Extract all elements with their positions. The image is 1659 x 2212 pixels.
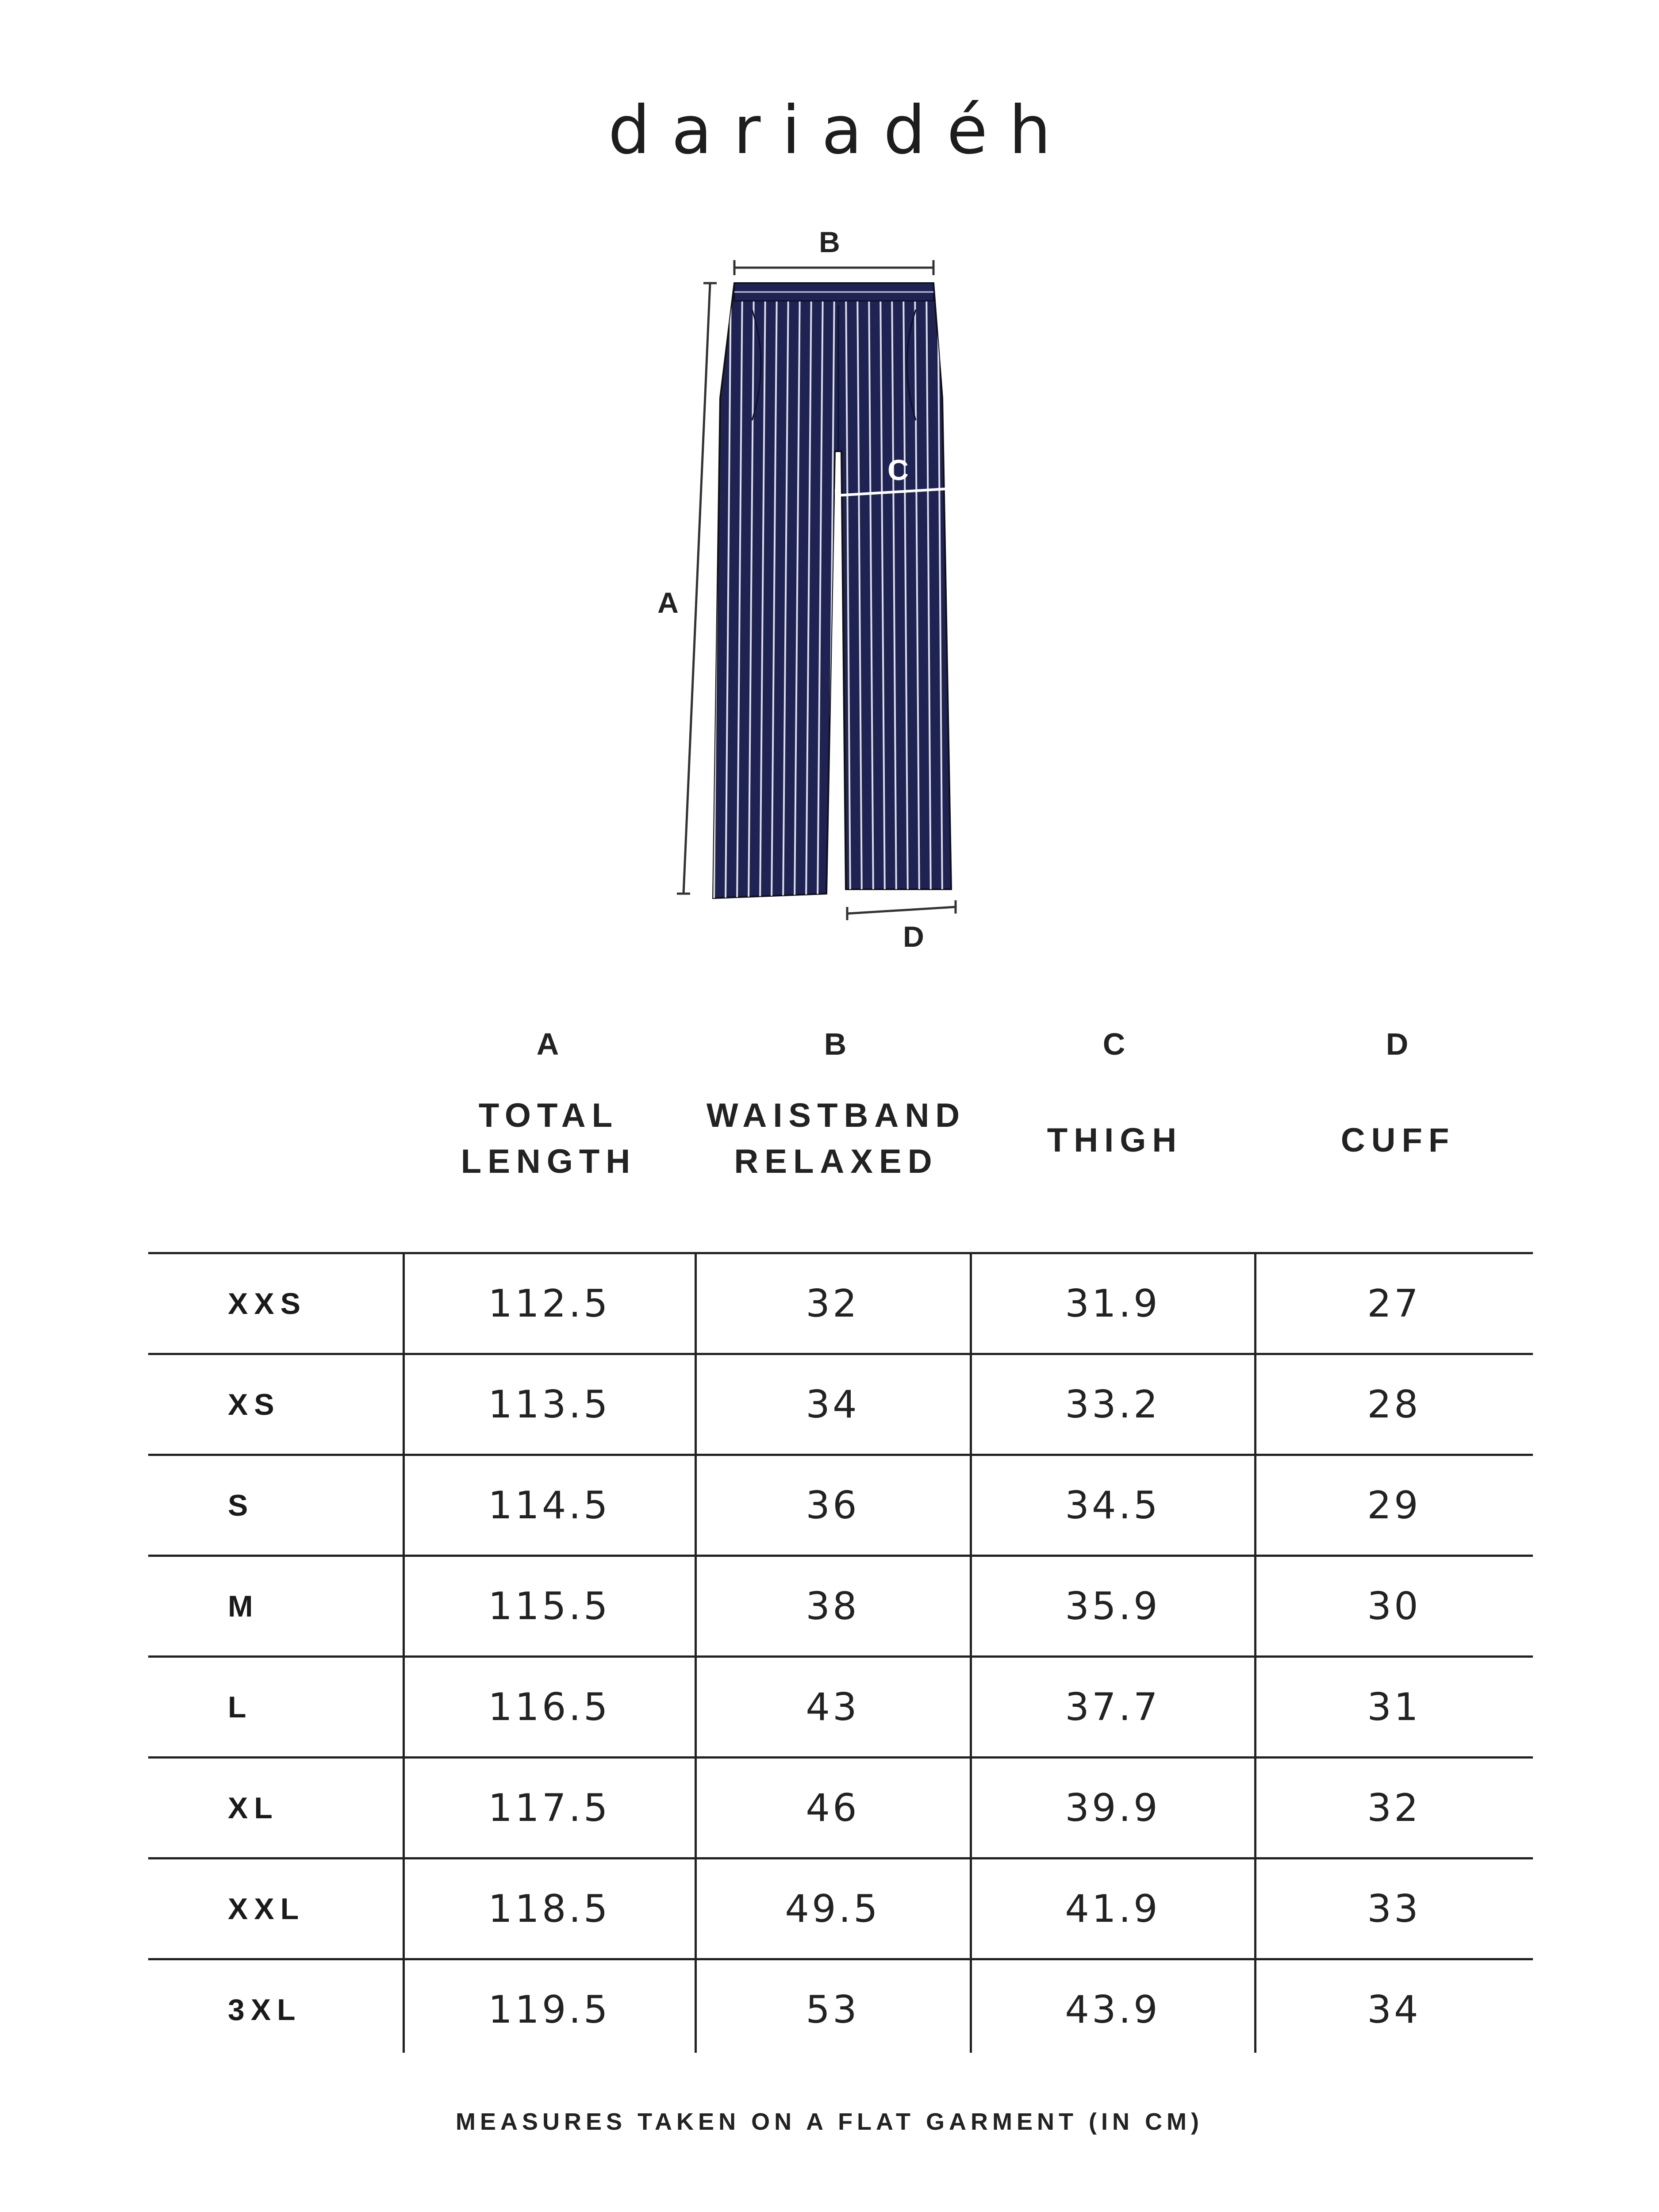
measurement-cell: 31.9: [1065, 1281, 1160, 1326]
column-letter-a: A: [536, 1027, 561, 1061]
trouser-illustration: [703, 283, 954, 902]
measurement-cell: 119.5: [488, 1987, 611, 2032]
size-label: M: [228, 1589, 259, 1623]
size-label: XXL: [228, 1892, 305, 1926]
measurement-cell: 114.5: [488, 1483, 611, 1528]
measure-a: [657, 283, 717, 894]
measurement-cell: 34: [1367, 1987, 1421, 2032]
measurement-cell: 116.5: [488, 1685, 611, 1729]
size-label: 3XL: [228, 1993, 302, 2027]
measurement-cell: 117.5: [488, 1786, 611, 1830]
measurement-cell: 43.9: [1065, 1987, 1160, 2032]
measure-b-label: B: [819, 226, 840, 258]
column-divider: [1254, 1252, 1256, 2053]
measurement-cell: 43: [806, 1685, 860, 1729]
measurement-cell: 28: [1367, 1382, 1421, 1427]
column-letter-b: B: [824, 1027, 849, 1061]
table-row: [148, 1353, 1533, 1454]
footer-note: MEASURES TAKEN ON A FLAT GARMENT (IN CM): [456, 2108, 1203, 2135]
measurement-cell: 32: [806, 1281, 860, 1326]
column-divider: [403, 1252, 405, 2053]
measurement-cell: 32: [1367, 1786, 1421, 1830]
table-row: [148, 1756, 1533, 1857]
measurement-cell: 36: [806, 1483, 860, 1528]
measure-d-label: D: [903, 920, 924, 953]
column-header-b: [703, 1026, 969, 1186]
column-name-c: THIGH: [1047, 1121, 1183, 1159]
measurement-cell: 49.5: [785, 1886, 880, 1931]
size-label: XS: [228, 1387, 280, 1421]
table-row: [148, 1655, 1533, 1756]
column-divider: [695, 1252, 697, 2053]
trouser-diagram: [0, 0, 1659, 973]
size-label: XXS: [228, 1286, 307, 1321]
column-name-b-line1: WAISTBAND: [706, 1097, 966, 1134]
measure-a-label: A: [657, 586, 679, 619]
measurement-cell: 33.2: [1065, 1382, 1160, 1427]
column-header-d: [1292, 1026, 1504, 1186]
measurement-cell: 39.9: [1065, 1786, 1160, 1830]
table-row: [148, 1555, 1533, 1655]
column-name-d: CUFF: [1340, 1121, 1455, 1159]
measurement-cell: 112.5: [488, 1281, 611, 1326]
brand-logo: dariadéh: [608, 92, 1072, 169]
measurement-cell: 38: [806, 1584, 860, 1628]
measurement-cell: 118.5: [488, 1886, 611, 1931]
measurement-cell: 113.5: [488, 1382, 611, 1427]
table-row: [148, 1454, 1533, 1555]
column-letter-d: D: [1386, 1027, 1410, 1061]
measurement-cell: 33: [1367, 1886, 1421, 1931]
size-label: XL: [228, 1791, 279, 1825]
measure-d: [847, 900, 956, 953]
measurement-cell: 31: [1367, 1685, 1421, 1729]
measurement-cell: 37.7: [1065, 1685, 1160, 1729]
size-table: [148, 1252, 1533, 2053]
measurement-cell: 115.5: [488, 1584, 611, 1628]
measurement-cell: 29: [1367, 1483, 1421, 1528]
table-row: [148, 1958, 1533, 2059]
table-row: [148, 1857, 1533, 1958]
measurement-cell: 35.9: [1065, 1584, 1160, 1628]
measurement-cell: 46: [806, 1786, 860, 1830]
measurement-cell: 41.9: [1065, 1886, 1160, 1931]
column-letter-c: C: [1102, 1027, 1127, 1061]
size-label: S: [228, 1488, 254, 1522]
column-name-a-line1: TOTAL: [478, 1097, 619, 1134]
measurement-cell: 34.5: [1065, 1483, 1160, 1528]
column-header-c: [1009, 1026, 1221, 1186]
measure-c-label: C: [887, 453, 909, 486]
size-label: L: [228, 1690, 253, 1724]
column-name-b-line2: RELAXED: [734, 1143, 938, 1180]
measurement-cell: 34: [806, 1382, 860, 1427]
table-row: [148, 1252, 1533, 1353]
measurement-cell: 53: [806, 1987, 860, 2032]
column-name-a-line2: LENGTH: [461, 1143, 637, 1180]
column-divider: [970, 1252, 972, 2053]
measurement-cell: 30: [1367, 1584, 1421, 1628]
measurement-cell: 27: [1367, 1281, 1421, 1326]
column-header-a: [442, 1026, 655, 1186]
measure-b: [734, 226, 933, 275]
